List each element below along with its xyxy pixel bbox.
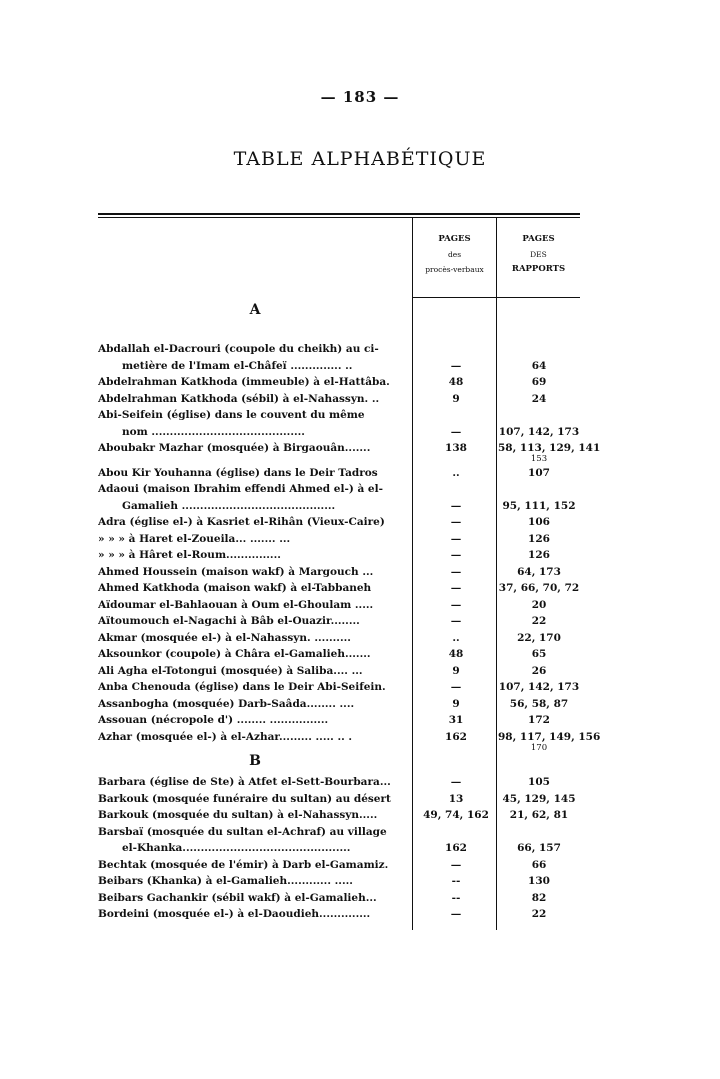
entry-title-continuation: metière de l'Imam el-Châfeï .............. ..	[122, 359, 353, 372]
rapports-page-ref: 56, 58, 87	[509, 697, 569, 710]
pv-page-ref: —	[450, 532, 462, 545]
rapports-page-ref: 107	[528, 466, 550, 479]
entry-title: Azhar (mosquée el-) à el-Azhar......... ..... .. .	[98, 730, 353, 743]
entry-title: Barkouk (mosquée du sultan) à el-Nahassyn.....	[98, 809, 378, 821]
entry-title-continuation: el-Khanka..............................................	[122, 842, 351, 854]
entry-title: Ahmed Katkhoda (maison wakf) à el-Tabbaneh	[98, 582, 372, 594]
header-bottom-rule	[412, 297, 580, 298]
rapports-page-ref: 106	[528, 516, 550, 528]
rapports-page-ref: 105	[528, 776, 550, 788]
entry-title: Abou Kir Youhanna (église) dans le Deir Tadros	[98, 466, 378, 479]
entry-title: » » » à Hâret el-Roum...............	[98, 549, 281, 561]
entry-title-continuation: Gamalieh ..........................................	[122, 499, 336, 512]
pv-page-ref: --	[451, 875, 461, 887]
rapports-page-ref: 22	[531, 615, 547, 627]
page-title: TABLE ALPHABÉTIQUE	[233, 148, 487, 170]
entry-title: Barkouk (mosquée funéraire du sultan) au désert	[98, 792, 391, 805]
entry-title: Adaoui (maison Ibrahim effendi Ahmed el-) à el-	[98, 483, 383, 495]
rapports-page-ref: 82	[531, 891, 547, 904]
column-divider-right	[496, 218, 497, 930]
pv-page-ref: —	[450, 565, 462, 578]
pv-page-ref: 9	[452, 697, 460, 710]
entry-title: Aïdoumar el-Bahlaouan à Oum el-Ghoulam .....	[98, 598, 374, 611]
rapports-page-ref: 107, 142, 173	[498, 681, 580, 693]
entry-title: Akmar (mosquée el-) à el-Nahassyn. ..........	[98, 631, 351, 644]
page-number: — 183 —	[320, 88, 400, 106]
pv-page-ref: —	[450, 582, 462, 594]
pv-page-ref: 13	[448, 792, 464, 805]
pv-page-ref: 48	[448, 648, 464, 660]
pv-page-ref: —	[450, 549, 462, 561]
entry-title: Abdelrahman Katkhoda (sébil) à el-Nahassyn. ..	[98, 392, 380, 405]
entry-title: Aïtoumouch el-Nagachi à Bâb el-Ouazir........	[98, 615, 360, 627]
pv-page-ref: ..	[452, 631, 460, 644]
pv-page-ref: 31	[448, 714, 464, 726]
pv-page-ref: --	[451, 891, 461, 904]
pv-page-ref: —	[450, 499, 462, 512]
pv-page-ref: —	[450, 776, 462, 788]
entry-title: Abi-Seifein (église) dans le couvent du même	[98, 409, 365, 421]
entry-title: Beibars (Khanka) à el-Gamalieh............ .....	[98, 875, 353, 887]
rapports-page-ref: 64	[531, 359, 547, 372]
entry-title: Abdelrahman Katkhoda (immeuble) à el-Hattâba.	[98, 376, 390, 388]
rapports-column-header: PAGES DES RAPPORTS	[511, 234, 566, 274]
rapports-page-ref: 98, 117, 149, 156	[498, 730, 601, 743]
entry-title: Bechtak (mosquée de l'émir) à Darb el-Gamamiz.	[98, 858, 389, 871]
pv-page-ref: 9	[452, 664, 460, 677]
rapports-page-ref: 21, 62, 81	[509, 809, 569, 821]
rapports-page-ref: 66	[531, 858, 547, 871]
rapports-page-ref: 66, 157	[517, 842, 561, 854]
entry-title: Anba Chenouda (église) dans le Deir Abi-Seifein.	[98, 681, 386, 693]
rapports-page-ref: 64, 173	[517, 565, 561, 578]
rapports-page-ref: 130	[528, 875, 550, 887]
rapports-page-ref: 22	[531, 908, 547, 920]
entry-title: Assanbogha (mosquée) Darb-Saâda........ ....	[98, 697, 355, 710]
pv-page-ref: 49, 74, 162	[423, 809, 489, 821]
section-letter-b: B	[249, 753, 261, 769]
pv-page-ref: 162	[445, 730, 467, 743]
table-top-rule	[98, 213, 580, 215]
rapports-page-ref: 58, 113, 129, 141	[498, 442, 601, 454]
rapports-page-ref: 22, 170	[517, 631, 561, 644]
pv-page-ref: —	[450, 359, 462, 372]
entry-title: Aksounkor (coupole) à Châra el-Gamalieh.......	[98, 648, 371, 660]
rapports-page-ref: 107, 142, 173	[498, 425, 580, 438]
rapports-page-ref: 172	[528, 714, 550, 726]
entry-title: Barsbaï (mosquée du sultan el-Achraf) au village	[98, 825, 387, 838]
pv-page-ref: ..	[452, 466, 460, 479]
pv-page-ref: —	[450, 598, 462, 611]
column-divider-left	[412, 218, 413, 930]
pv-page-ref: —	[450, 425, 462, 438]
pv-page-ref: —	[450, 681, 462, 693]
rapports-page-ref: 37, 66, 70, 72	[498, 582, 580, 594]
pv-page-ref: —	[450, 516, 462, 528]
rapports-page-ref: 69	[531, 376, 547, 388]
entry-title: Ali Agha el-Totongui (mosquée) à Saliba.... ...	[98, 664, 363, 677]
rapports-page-ref: 95, 111, 152	[502, 499, 576, 512]
table-top-rule-thin	[98, 217, 580, 218]
entry-title: » » » à Haret el-Zoueila... ....... ...	[98, 532, 291, 545]
rapports-page-ref: 126	[528, 549, 550, 561]
rapports-page-ref: 26	[531, 664, 547, 677]
entry-title: Ahmed Houssein (maison wakf) à Margouch ...	[98, 565, 374, 578]
pv-column-header: PAGES des procès-verbaux	[425, 234, 484, 274]
rapports-page-ref-extra: 153	[530, 454, 548, 464]
entry-title: Aboubakr Mazhar (mosquée) à Birgaouân.......	[98, 442, 371, 454]
rapports-page-ref-extra: 170	[530, 742, 548, 753]
pv-page-ref: 48	[448, 376, 464, 388]
pv-page-ref: —	[450, 858, 462, 871]
pv-page-ref: 9	[452, 392, 460, 405]
rapports-page-ref: 65	[531, 648, 547, 660]
entry-title-continuation: nom ..........................................	[122, 425, 305, 438]
entry-title: Bordeini (mosquée el-) à el-Daoudieh..............	[98, 908, 371, 920]
entry-title: Beibars Gachankir (sébil wakf) à el-Gamalieh...	[98, 891, 377, 904]
section-letter-a: A	[249, 302, 261, 318]
entry-title: Assouan (nécropole d') ........ ................	[98, 714, 329, 726]
rapports-page-ref: 126	[528, 532, 550, 545]
rapports-page-ref: 45, 129, 145	[502, 792, 576, 805]
entry-title: Abdallah el-Dacrouri (coupole du cheikh) au ci-	[98, 343, 379, 355]
pv-page-ref: —	[450, 908, 462, 920]
pv-page-ref: —	[450, 615, 462, 627]
entry-title: Adra (église el-) à Kasriet el-Rihân (Vieux-Caire)	[98, 516, 385, 528]
pv-page-ref: 138	[445, 442, 467, 454]
entry-title: Barbara (église de Ste) à Atfet el-Sett-Bourbara...	[98, 776, 391, 788]
pv-page-ref: 162	[445, 842, 467, 854]
rapports-page-ref: 20	[531, 598, 547, 611]
rapports-page-ref: 24	[531, 392, 547, 405]
